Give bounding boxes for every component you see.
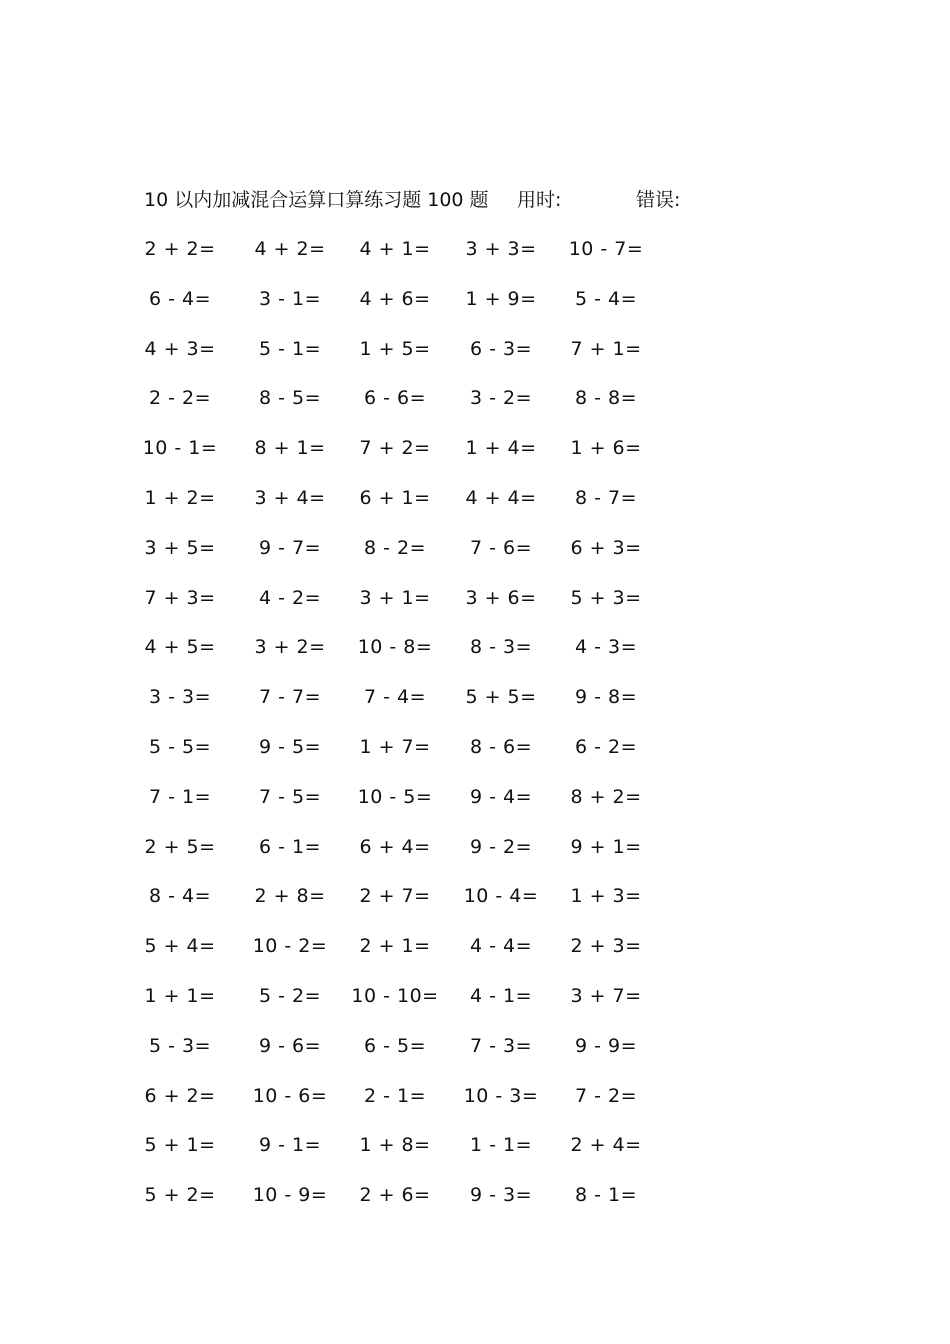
problem-item: 8 + 1= [254, 437, 326, 460]
problem-item: 5 + 3= [570, 586, 642, 609]
problem-item: 2 + 4= [570, 1134, 642, 1157]
problem-item: 6 - 4= [148, 287, 212, 310]
problem-item: 3 + 5= [144, 536, 216, 559]
problem-item: 3 - 3= [148, 686, 212, 709]
problem-row [130, 234, 690, 284]
problem-item: 2 + 1= [359, 935, 431, 958]
problem-item: 9 - 6= [258, 1034, 322, 1057]
problem-item: 9 - 5= [258, 735, 322, 758]
problem-item: 10 - 7= [568, 238, 644, 260]
problem-row [130, 1130, 690, 1180]
problem-item: 10 - 5= [357, 785, 433, 808]
problem-item: 9 - 9= [574, 1034, 638, 1057]
problem-item: 4 + 1= [359, 238, 431, 260]
problem-item: 6 - 3= [469, 337, 533, 360]
problem-row [130, 881, 690, 931]
problem-row [130, 1081, 690, 1131]
problem-item: 7 - 7= [258, 686, 322, 709]
problem-item: 8 - 2= [363, 536, 427, 559]
problem-row [130, 433, 690, 483]
problem-item: 4 + 2= [254, 238, 326, 260]
problem-item: 3 + 6= [465, 586, 537, 609]
problem-item: 7 - 2= [574, 1084, 638, 1107]
problem-item: 10 - 8= [357, 636, 433, 659]
problem-item: 6 - 2= [574, 735, 638, 758]
problem-row [130, 682, 690, 732]
time-label: 用时: [517, 189, 562, 211]
problem-item: 2 + 3= [570, 935, 642, 958]
problem-row [130, 383, 690, 433]
problem-row [130, 483, 690, 533]
problem-row [130, 931, 690, 981]
problem-item: 6 + 1= [359, 486, 431, 509]
problem-item: 1 + 4= [465, 437, 537, 460]
problem-item: 5 + 2= [144, 1184, 216, 1207]
problem-item: 10 - 10= [351, 984, 439, 1007]
problem-item: 9 - 1= [258, 1134, 322, 1157]
problem-item: 1 + 9= [465, 287, 537, 310]
problem-item: 3 - 2= [469, 387, 533, 410]
problem-item: 5 + 5= [465, 686, 537, 709]
problem-item: 2 + 7= [359, 885, 431, 908]
problem-item: 8 - 7= [574, 486, 638, 509]
problem-item: 5 - 3= [148, 1034, 212, 1057]
problem-item: 7 + 2= [359, 437, 431, 460]
problem-row [130, 981, 690, 1031]
problem-row [130, 832, 690, 882]
problem-item: 7 - 6= [469, 536, 533, 559]
problem-row [130, 334, 690, 384]
problem-item: 1 + 3= [570, 885, 642, 908]
problem-item: 6 - 5= [363, 1034, 427, 1057]
problem-item: 10 - 3= [463, 1084, 539, 1107]
problem-item: 6 + 2= [144, 1084, 216, 1107]
problem-grid [130, 234, 690, 1230]
problem-item: 7 + 3= [144, 586, 216, 609]
problem-item: 9 - 4= [469, 785, 533, 808]
problem-item: 1 + 6= [570, 437, 642, 460]
problem-row [130, 732, 690, 782]
problem-item: 3 - 1= [258, 287, 322, 310]
problem-item: 1 + 5= [359, 337, 431, 360]
problem-item: 8 - 3= [469, 636, 533, 659]
problem-item: 10 - 6= [252, 1084, 328, 1107]
problem-item: 8 - 4= [148, 885, 212, 908]
problem-row [130, 632, 690, 682]
problem-item: 10 - 9= [252, 1184, 328, 1207]
problem-item: 4 - 2= [258, 586, 322, 609]
problem-item: 4 + 4= [465, 486, 537, 509]
problem-item: 4 - 4= [469, 935, 533, 958]
problem-item: 6 - 1= [258, 835, 322, 858]
problem-item: 7 - 4= [363, 686, 427, 709]
problem-item: 1 + 7= [359, 735, 431, 758]
problem-item: 5 + 4= [144, 935, 216, 958]
problem-item: 7 - 1= [148, 785, 212, 808]
problem-row [130, 782, 690, 832]
problem-item: 9 - 3= [469, 1184, 533, 1207]
problem-item: 8 - 5= [258, 387, 322, 410]
problem-item: 5 - 4= [574, 287, 638, 310]
problem-row [130, 1180, 690, 1230]
problem-item: 4 - 1= [469, 984, 533, 1007]
error-label: 错误: [636, 189, 681, 211]
problem-row [130, 1031, 690, 1081]
problem-item: 5 - 1= [258, 337, 322, 360]
problem-item: 2 + 8= [254, 885, 326, 908]
problem-item: 9 + 1= [570, 835, 642, 858]
problem-item: 4 - 3= [574, 636, 638, 659]
worksheet-title: 10 以内加减混合运算口算练习题 100 题 [144, 189, 489, 211]
problem-item: 6 + 3= [570, 536, 642, 559]
problem-item: 10 - 4= [463, 885, 539, 908]
problem-row [130, 583, 690, 633]
problem-item: 9 - 8= [574, 686, 638, 709]
problem-item: 10 - 2= [252, 935, 328, 958]
problem-item: 3 + 1= [359, 586, 431, 609]
problem-item: 1 + 1= [144, 984, 216, 1007]
problem-item: 3 + 4= [254, 486, 326, 509]
problem-item: 4 + 3= [144, 337, 216, 360]
problem-item: 5 - 2= [258, 984, 322, 1007]
problem-item: 10 - 1= [142, 437, 218, 460]
problem-item: 5 - 5= [148, 735, 212, 758]
problem-row [130, 284, 690, 334]
problem-item: 1 + 2= [144, 486, 216, 509]
problem-item: 1 - 1= [469, 1134, 533, 1157]
problem-item: 7 - 5= [258, 785, 322, 808]
problem-item: 3 + 3= [465, 238, 537, 260]
problem-item: 8 - 6= [469, 735, 533, 758]
problem-item: 9 - 2= [469, 835, 533, 858]
problem-item: 2 - 1= [363, 1084, 427, 1107]
problem-item: 3 + 2= [254, 636, 326, 659]
problem-item: 6 - 6= [363, 387, 427, 410]
problem-item: 7 + 1= [570, 337, 642, 360]
problem-item: 6 + 4= [359, 835, 431, 858]
problem-item: 8 + 2= [570, 785, 642, 808]
problem-item: 2 + 6= [359, 1184, 431, 1207]
problem-item: 7 - 3= [469, 1034, 533, 1057]
problem-item: 9 - 7= [258, 536, 322, 559]
problem-item: 2 + 5= [144, 835, 216, 858]
problem-item: 4 + 5= [144, 636, 216, 659]
problem-row [130, 533, 690, 583]
problem-item: 8 - 1= [574, 1184, 638, 1207]
problem-item: 3 + 7= [570, 984, 642, 1007]
problem-item: 1 + 8= [359, 1134, 431, 1157]
problem-item: 2 - 2= [148, 387, 212, 410]
problem-item: 5 + 1= [144, 1134, 216, 1157]
problem-item: 2 + 2= [144, 238, 216, 260]
problem-item: 8 - 8= [574, 387, 638, 410]
problem-item: 4 + 6= [359, 287, 431, 310]
